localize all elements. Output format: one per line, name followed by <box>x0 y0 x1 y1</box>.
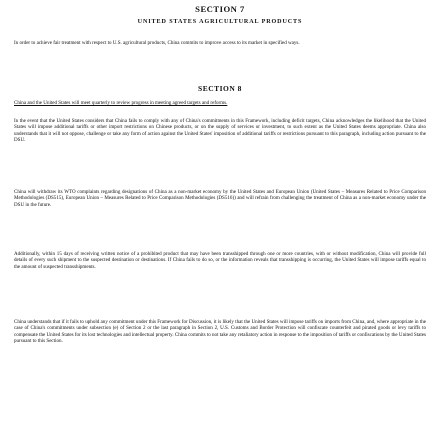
section-8-title: SECTION 8 <box>198 84 242 93</box>
section-8-paragraph-3: China will withdraw its WTO complaints regarding designations of China as a non-market economy by the United States and European Union (United States – Measures Related to Price Comparison Methodologies (DS515), European Union – Measures Related to Price Comparison Methodologies (DS516)) and will refrain from challenging the treatment of China as a non-market economy under the DSU in the future. <box>14 189 426 208</box>
section-8-paragraph-1-text: China and the United States will meet quarterly to review progress in meeting agreed targets and reforms. <box>14 100 228 106</box>
section-8-paragraph-5: China understands that if it fails to uphold any commitment under this Framework for Discussion, it is likely that the United States will impose tariffs on imports from China, and, where appropriate in the case of China's commitments under subsection (e) of Section 2 or the last paragraph in Section 2, U.S. Customs and Border Protection will confiscate counterfeit and pirated goods or levy tariffs to compensate the United States for its lost technologies and intellectual property. China commits to not take any retaliatory action in response to the imposition of tariffs or confiscations by the United States pursuant to this Section. <box>14 319 426 345</box>
section-8-paragraph-1 <box>14 100 426 106</box>
section-8-paragraph-2: In the event that the United States considers that China fails to comply with any of China's commitments in this Framework, including deficit targets, China acknowledges the likelihood that the United States will impose additional tariffs or other import restrictions on Chinese products, or on the supply of services or investment, to such extent as the United States deems appropriate. China also understands that it will not oppose, challenge or take any form of action against the United States' imposition of additional tariffs or restrictions pursuant to this paragraph, including action pursuant to the DSU. <box>14 118 426 144</box>
section-8-paragraph-4: Additionally, within 15 days of receiving written notice of a prohibited product that may have been transshipped through one or more countries, with or without modification, China will provide full details of every such shipment to the suspected destination or destinations. If China fails to do so, or the information reveals that transshipping is occurring, the United States will impose tariffs equal to the amount of suspected transshipments. <box>14 251 426 270</box>
section-7-title: SECTION 7 <box>195 4 245 14</box>
section-7-paragraph: In order to achieve fair treatment with respect to U.S. agricultural products, China commits to improve access to its market in specified ways. <box>14 40 300 46</box>
section-7-subtitle: UNITED STATES AGRICULTURAL PRODUCTS <box>137 19 303 25</box>
